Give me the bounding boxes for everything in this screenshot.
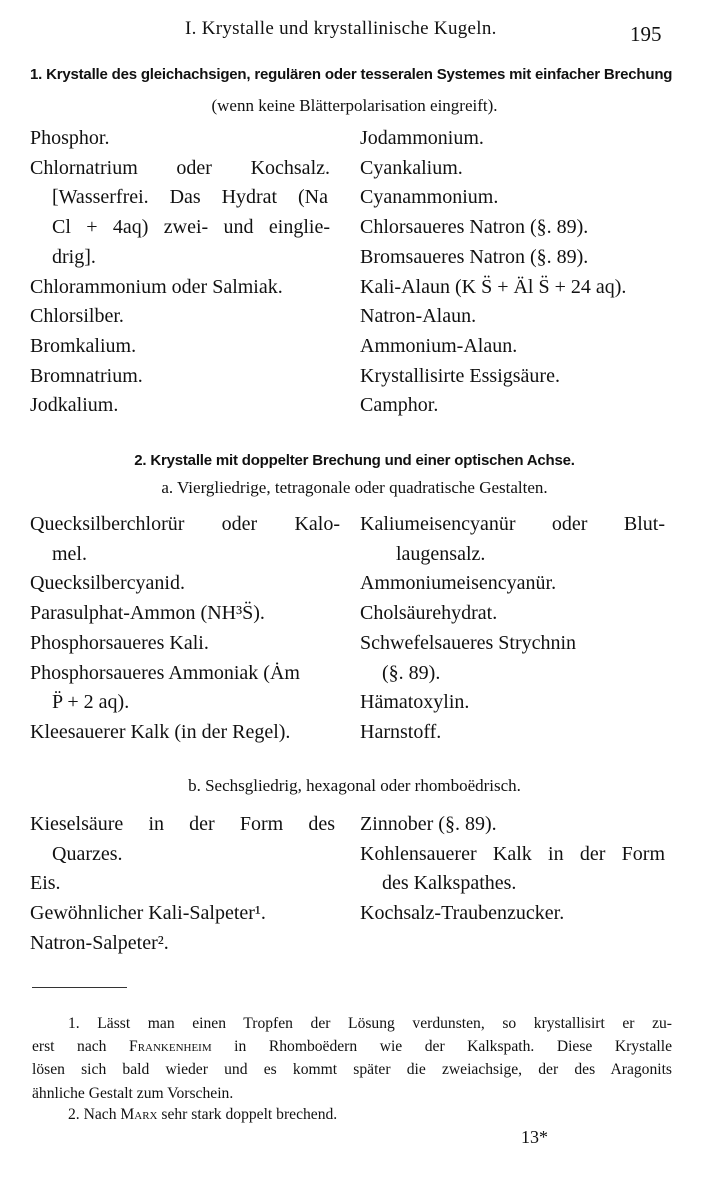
list-item: Kaliumeisencyanür oder Blut- laugensalz. (360, 513, 665, 565)
list-item: Chlorsaueres Natron (§. 89). (360, 216, 589, 239)
section-2b-right-column (360, 810, 680, 929)
page-number: 195 (630, 22, 662, 46)
list-item: Phosphorsaueres Ammoniak (Ȧm P̈ + 2 aq). (30, 661, 300, 714)
list-item: Cl + 4aq) zwei- und einglie- drig]. (52, 216, 330, 268)
list-item: Hämatoxylin. (360, 691, 470, 714)
section-2b-left-column (30, 810, 340, 959)
list-item: Quecksilbercyanid. (30, 572, 185, 595)
list-item: Phosphorsaueres Kali. (30, 631, 209, 654)
list-item: Natron-Salpeter². (30, 931, 169, 954)
section-2a-left-column (30, 510, 340, 748)
list-item: Krystallisirte Essigsäure. (360, 364, 560, 387)
footnote-1: 1. Lässt man einen Tropfen der Lösung verdunsten, so krystallisirt er zu- erst nach Frankenheim in Rhomboëdern wie der Kalkspath. Diese Krystalle lösen sich bald wieder und es kommt später die zweiachsige, der des Aragonits ähnliche Gestalt zum Vorschein. (32, 1015, 673, 1102)
list-item: Parasulphat-Ammon (NH³S̈). (30, 602, 265, 625)
list-item: Quecksilberchlorür oder Kalo- mel. (30, 513, 340, 565)
running-head-title: I. Krystalle und krystallinische Kugeln. (185, 18, 497, 39)
list-item: Camphor. (360, 394, 439, 417)
list-item: Ammoniumeisencyanür. (360, 572, 557, 595)
list-item: Cyankalium. (360, 156, 463, 179)
section-2-title: 2. Krystalle mit doppelter Brechung und einer optischen Achse. (134, 452, 575, 469)
section-1-subtitle: (wenn keine Blätterpolarisation eingreift). (211, 96, 498, 115)
list-item: Bromsaueres Natron (§. 89). (360, 245, 589, 268)
list-item: Kochsalz-Traubenzucker. (360, 902, 565, 925)
list-item: Chlorammonium oder Salmiak. (30, 275, 283, 298)
list-item: Jodammonium. (360, 127, 484, 149)
section-2b-subtitle: b. Sechsgliedrig, hexagonal oder rhomboëdrisch. (188, 776, 521, 795)
list-item: Eis. (30, 872, 61, 895)
list-item: Kohlensauerer Kalk in der Form des Kalkspathes. (360, 842, 665, 895)
list-item: Gewöhnlicher Kali-Salpeter¹. (30, 902, 266, 925)
list-item: Natron-Alaun. (360, 305, 477, 328)
list-item: Zinnober (§. 89). (360, 813, 497, 835)
list-item: Kieselsäure in der Form des Quarzes. (30, 813, 335, 865)
section-1-right-column (360, 124, 680, 421)
list-item: Kali-Alaun (K S̈ + Äl S̈ + 24 aq). (360, 275, 627, 298)
list-item: Bromnatrium. (30, 364, 143, 387)
section-1-left-column (30, 124, 340, 421)
list-item: Schwefelsaueres Strychnin (§. 89). (360, 631, 577, 684)
section-1-title: 1. Krystalle des gleichachsigen, regulären oder tesseralen Systemes mit einfacher Brechung (30, 66, 673, 83)
list-item: Cyanammonium. (360, 186, 499, 209)
list-item: Phosphor. (30, 127, 110, 149)
list-item: Cholsäurehydrat. (360, 602, 498, 625)
list-item: [Wasserfrei. Das Hydrat (Na (52, 186, 328, 209)
footnote-2: 2. Nach Marx sehr stark doppelt brechend. (68, 1106, 338, 1123)
list-item: Ammonium-Alaun. (360, 334, 518, 357)
list-item: Harnstoff. (360, 720, 442, 743)
section-2a-subtitle: a. Viergliedrige, tetragonale oder quadratische Gestalten. (161, 478, 548, 497)
list-item: Chlorsilber. (30, 305, 124, 328)
footnote-rule (32, 987, 127, 988)
section-2a-right-column (360, 510, 680, 748)
list-item: Kleesauerer Kalk (in der Regel). (30, 720, 291, 743)
list-item: Bromkalium. (30, 334, 137, 357)
list-item: Jodkalium. (30, 394, 119, 417)
signature-mark: 13* (521, 1127, 548, 1147)
list-item: Chlornatrium oder Kochsalz. (30, 156, 330, 179)
